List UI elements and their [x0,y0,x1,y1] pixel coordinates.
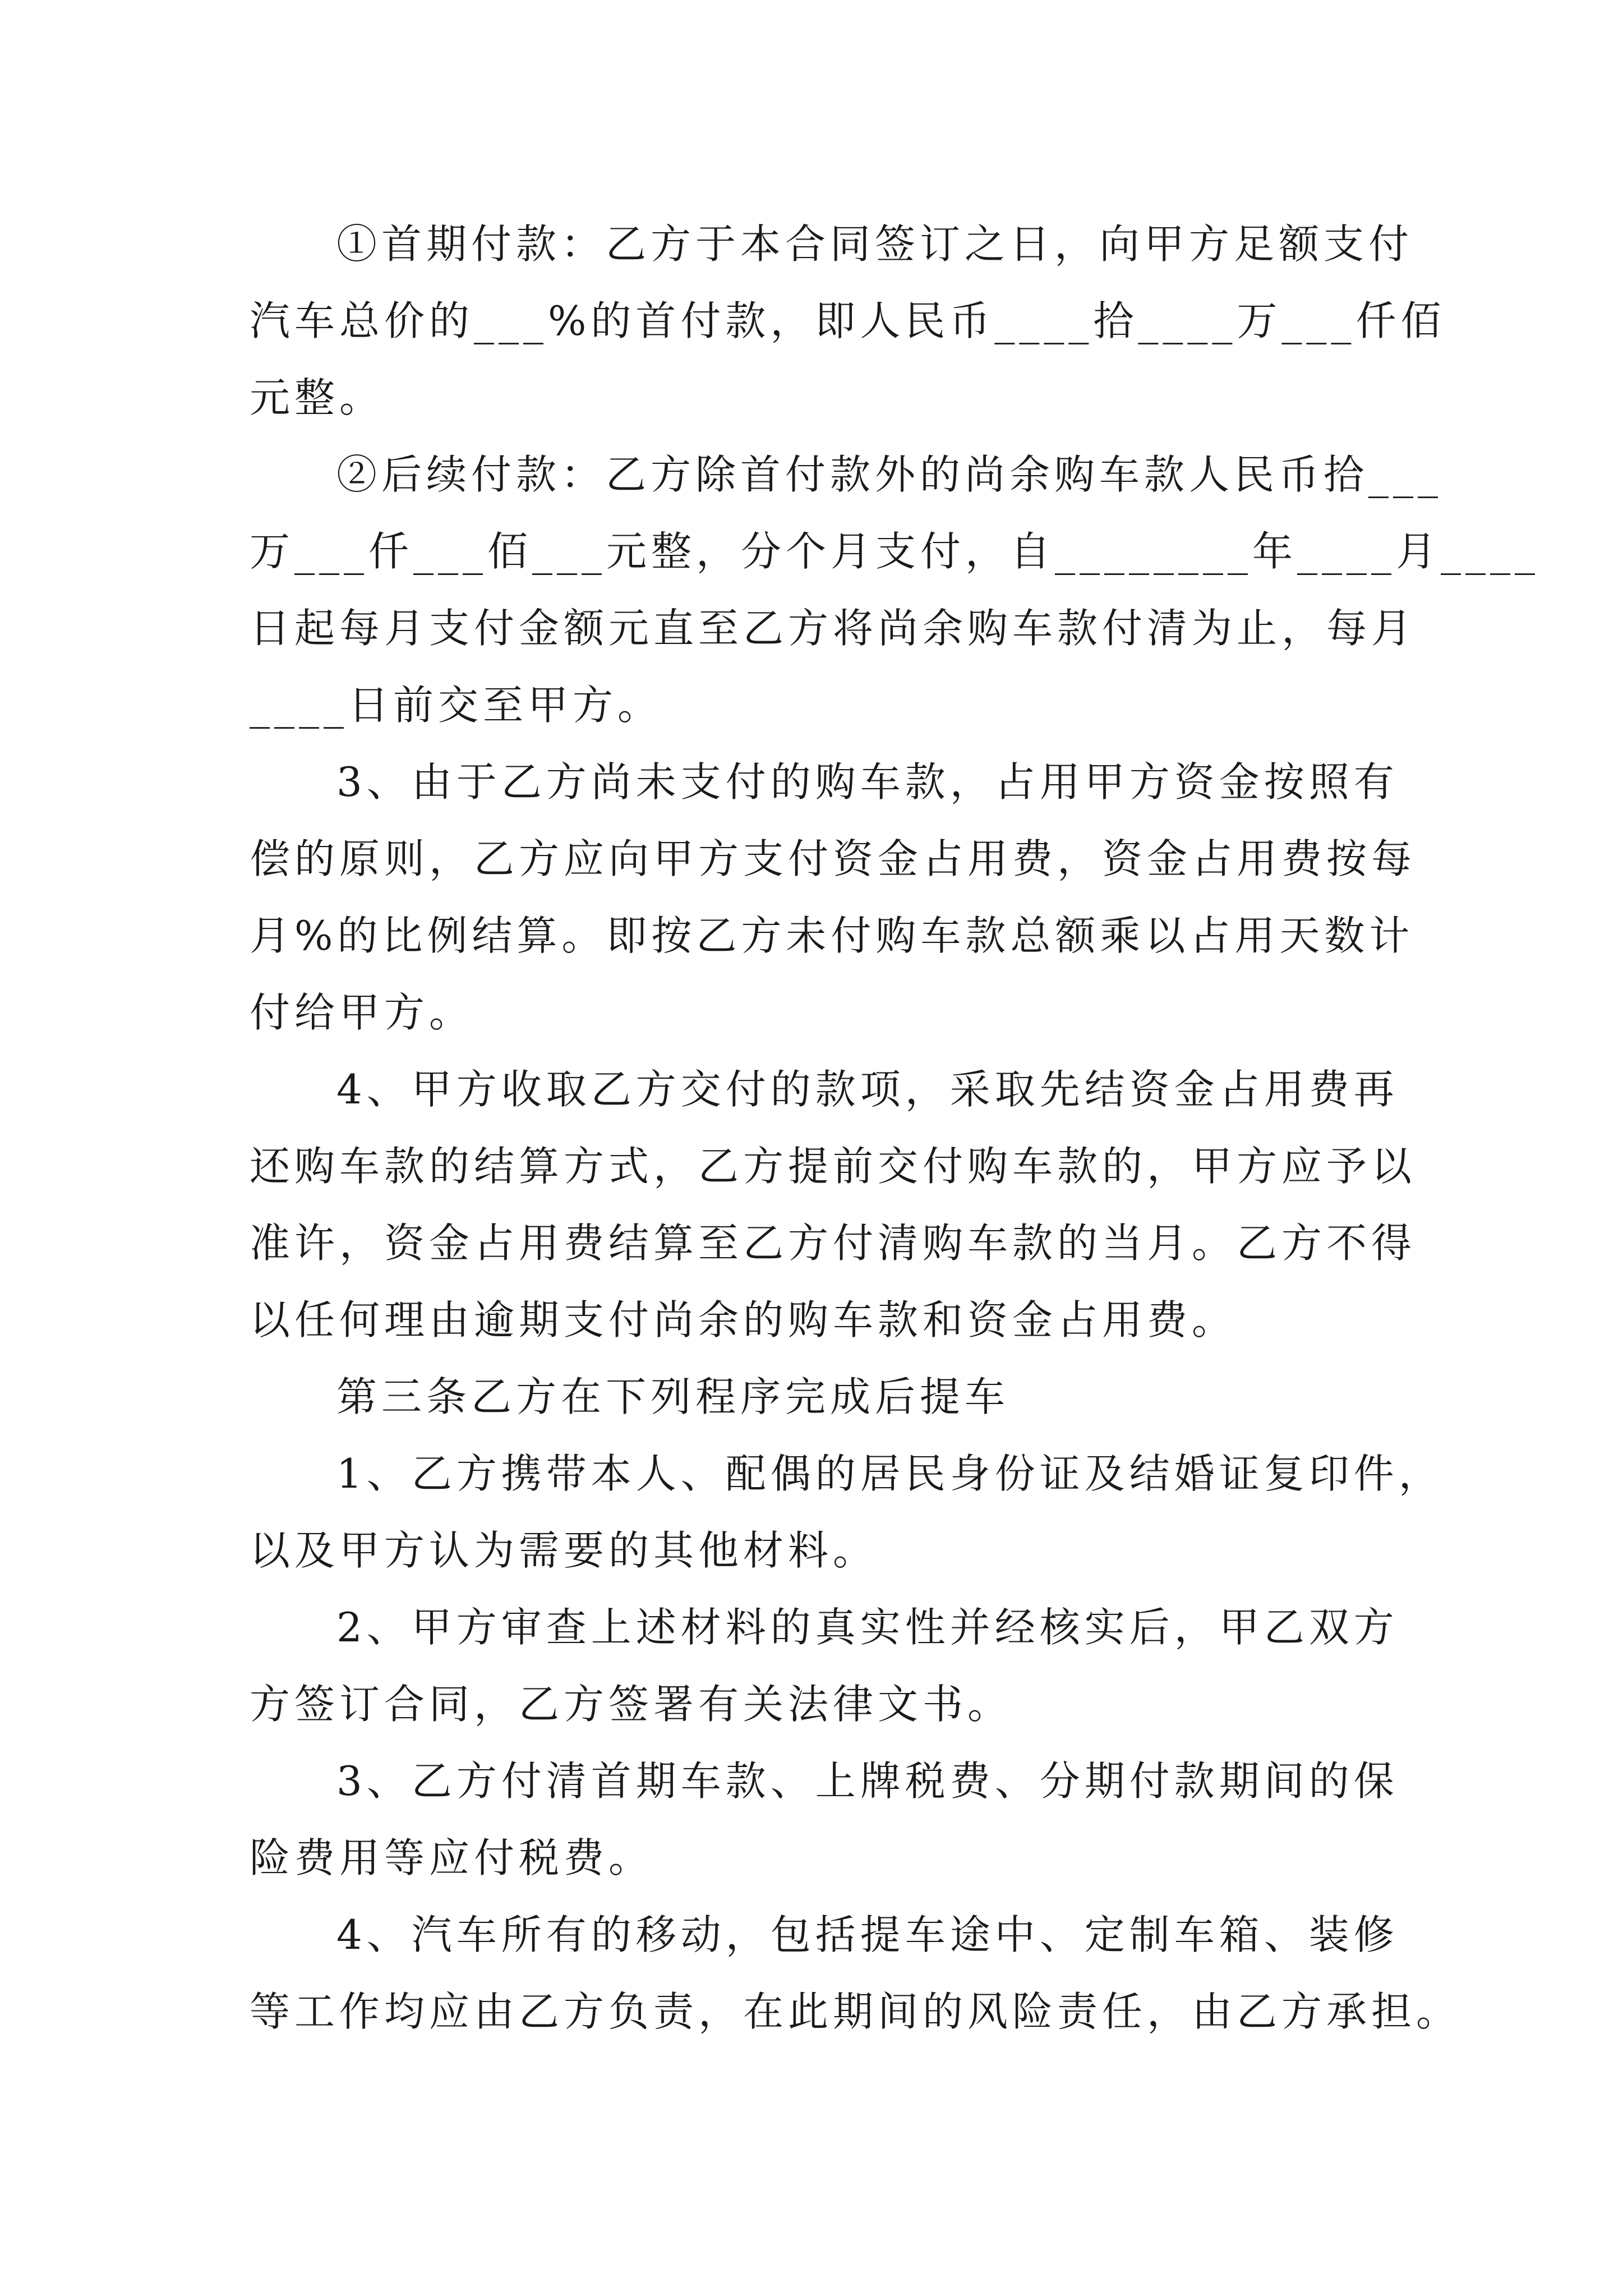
text-line: 险费用等应付税费。 [250,1834,654,1881]
text-line: 2、甲方审查上述材料的真实性并经核实后，甲乙双方 [336,1604,1399,1651]
text-line: 日起每月支付金额元直至乙方将尚余购车款付清为止，每月 [250,605,1417,652]
text-line: 准许，资金占用费结算至乙方付清购车款的当月。乙方不得 [250,1220,1417,1267]
text-line: 汽车总价的___%的首付款，即人民币____拾____万___仟佰 [250,297,1446,344]
text-line: 4、甲方收取乙方交付的款项，采取先结资金占用费再 [336,1066,1399,1113]
text-line: 还购车款的结算方式，乙方提前交付购车款的，甲方应予以 [250,1143,1417,1190]
text-line: ②后续付款：乙方除首付款外的尚余购车款人民币拾___ [336,451,1443,498]
text-line: 偿的原则，乙方应向甲方支付资金占用费，资金占用费按每 [250,835,1417,882]
section-heading: 第三条乙方在下列程序完成后提车 [336,1373,1010,1420]
text-line: 以及甲方认为需要的其他材料。 [250,1527,878,1574]
text-line: 以任何理由逾期支付尚余的购车款和资金占用费。 [250,1296,1237,1343]
text-line: 付给甲方。 [250,989,474,1036]
text-line: 1、乙方携带本人、配偶的居民身份证及结婚证复印件， [336,1450,1444,1497]
text-line: 元整。 [250,374,385,421]
text-line: 方签订合同，乙方签署有关法律文书。 [250,1681,1013,1728]
text-line: 万___仟___佰___元整，分个月支付，自________年____月____ [250,528,1540,575]
text-line: 4、汽车所有的移动，包括提车途中、定制车箱、装修 [336,1911,1399,1958]
text-line: 等工作均应由乙方负责，在此期间的风险责任，由乙方承担。 [250,1988,1461,2035]
text-line: ①首期付款：乙方于本合同签订之日，向甲方足额支付 [336,220,1414,268]
text-line: 3、由于乙方尚未支付的购车款，占用甲方资金按照有 [336,758,1399,806]
text-line: 3、乙方付清首期车款、上牌税费、分期付款期间的保 [336,1757,1399,1805]
text-line: ____日前交至甲方。 [250,682,663,729]
text-line: 月%的比例结算。即按乙方未付购车款总额乘以占用天数计 [250,912,1414,959]
